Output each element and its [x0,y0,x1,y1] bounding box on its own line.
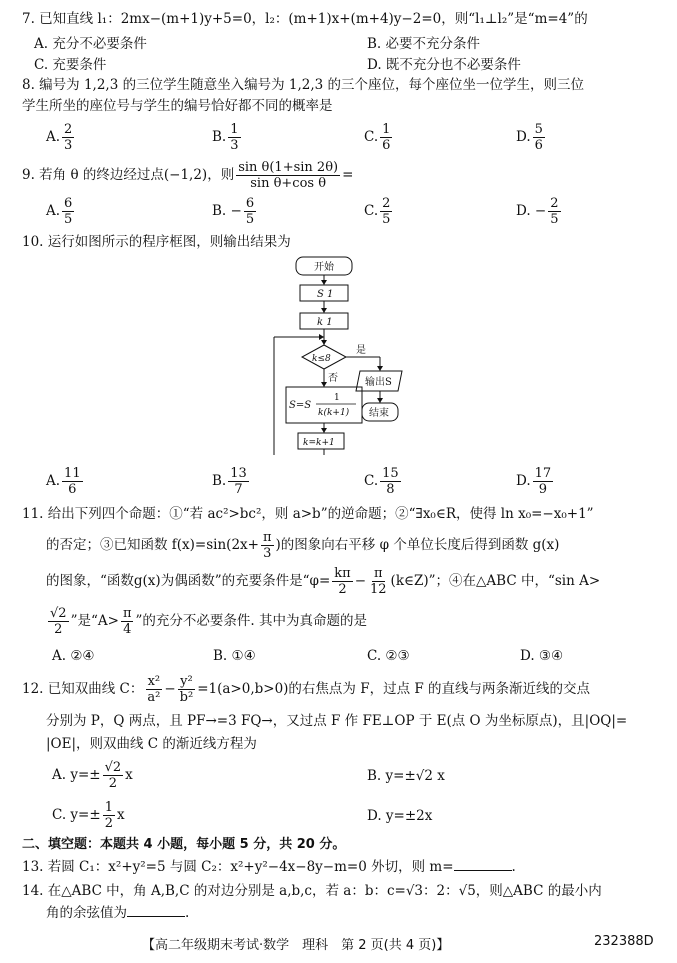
q9-option-a: A. $\frac{6}{5}$ [46,196,73,227]
flow-output-label: 输出S [365,377,392,388]
footer-exam-info: 【高二年级期末考试·数学 理科 第 2 页(共 4 页)】 [142,938,450,953]
q12-option-a: A. y=± $\frac{√2}{2}$ x [52,760,133,791]
q13-answer-blank [454,858,512,871]
q9-expression-fraction: $\frac{\text{sin θ(1+sin 2θ)}}{\text{sin θ+cos θ}}$ [238,160,339,191]
q11-option-a: A. ②④ [52,648,95,664]
flow-s-init-label: S 1 [317,289,334,300]
flow-k-init-label: k 1 [317,317,333,328]
q12-line3: |OE|，则双曲线 C 的渐近线方程为 [46,736,257,752]
q10-stem: 10. 运行如图所示的程序框图，则输出结果为 [22,234,291,250]
q10-option-a: A. $\frac{11}{6}$ [46,466,81,497]
q14-line1: 14. 在△ABC 中，角 A,B,C 的对边分别是 a,b,c，若 a：b：c=√3：2：√5，则△ABC 的最小内 [22,883,602,899]
q14-answer-blank [127,904,185,917]
flow-condition-label: k≤8 [312,354,331,364]
q12-line2: 分别为 P，Q 两点，且 PF→=3 FQ→，又过点 F 作 FE⊥OP 于 E(点 O 为坐标原点)，且|OQ|= [46,713,628,729]
q11-option-b: B. ①④ [213,648,256,664]
q13: 13. 若圆 C₁：x²+y²=5 与圆 C₂：x²+y²−4x−8y−m=0 外切，则 m= . [22,859,516,875]
flow-update-label: S=S [289,400,312,411]
q10-option-c: C. $\frac{15}{8}$ [364,466,399,497]
flow-k-update-label: k=k+1 [303,438,335,448]
section-fill-in-heading: 二、填空题：本题共 4 小题，每小题 5 分，共 20 分。 [22,837,346,852]
q8-stem-line1: 8. 编号为 1,2,3 的三位学生随意坐入编号为 1,2,3 的三个座位，每个座位坐一位学生，则三位 [22,77,585,93]
q7-option-d: D. 既不充分也不必要条件 [367,57,521,73]
q8-stem-line2: 学生所坐的座位号与学生的编号恰好都不同的概率是 [22,98,333,114]
q7-option-b: B. 必要不充分条件 [367,36,481,52]
q14-line2: 角的余弦值为 . [46,905,190,921]
flow-update-denominator: k(k+1) [318,408,350,418]
q11-line2: 的否定；③已知函数 f(x)=sin(2x+ $\frac{\pi}{3}$ )的图象向右平移 φ 个单位长度后得到函数 g(x) [46,530,560,561]
q9-option-d: D. − $\frac{2}{5}$ [516,196,559,227]
flow-update-numerator: 1 [334,393,340,403]
q10-option-d: D. $\frac{17}{9}$ [516,466,552,497]
q8-option-d: D. $\frac{5}{6}$ [516,122,543,153]
q7-stem: 7. 已知直线 l₁：2mx−(m+1)y+5=0，l₂：(m+1)x+(m+4)y−2=0，则“l₁⊥l₂”是“m=4”的 [22,11,588,27]
flow-end-label: 结束 [369,408,389,419]
q7-option-c: C. 充要条件 [34,57,107,73]
q7-option-a: A. 充分不必要条件 [34,36,147,52]
q9-stem: 9. 若角 θ 的终边经过点(−1,2)，则 $\frac{\text{sin θ(1+sin 2θ)}}{\text{sin θ+cos θ}}$ = [22,160,354,191]
q12-option-d: D. y=±2x [367,808,433,824]
q11-line4: $\frac{√2}{2}$ ”是“A> $\frac{\pi}{4}$ ”的充分不必要条件. 其中为真命题的是 [50,606,367,637]
q8-option-c: C. $\frac{1}{6}$ [364,122,391,153]
q11-line3: 的图象，“函数g(x)为偶函数”的充要条件是“φ= $\frac{k\pi}{2}$ − $\frac{\pi}{12}$ (k∈Z)”；④在△ABC 中，“sin A> [46,566,601,597]
q12-option-b: B. y=±√2 x [367,768,445,784]
flow-no-label: 否 [328,373,338,384]
q11-option-c: C. ②③ [367,648,410,664]
q9-option-c: C. $\frac{2}{5}$ [364,196,391,227]
q8-option-b: B. $\frac{1}{3}$ [212,122,239,153]
q12-option-c: C. y=± $\frac{1}{2}$ x [52,800,125,831]
q11-option-d: D. ③④ [520,648,564,664]
q9-option-b: B. − $\frac{6}{5}$ [212,196,255,227]
q10-option-b: B. $\frac{13}{7}$ [212,466,247,497]
q11-line1: 11. 给出下列四个命题：①“若 ac²>bc²，则 a>b”的逆命题；②“∃x₀∈R，使得 ln x₀=−x₀+1” [22,506,594,522]
program-flowchart [272,255,412,455]
flow-start-label: 开始 [314,262,334,273]
q8-option-a: A. $\frac{2}{3}$ [46,122,73,153]
footer-code: 232388D [594,934,654,949]
flow-yes-label: 是 [356,345,366,356]
q12-line1: 12. 已知双曲线 C： $\frac{\text{x²}}{\text{a²}}$ − $\frac{\text{y²}}{\text{b²}}$ =1(a>0,b>0)的右焦点为 F，过点 F 的直线与两条渐近线的交点 [22,674,591,705]
